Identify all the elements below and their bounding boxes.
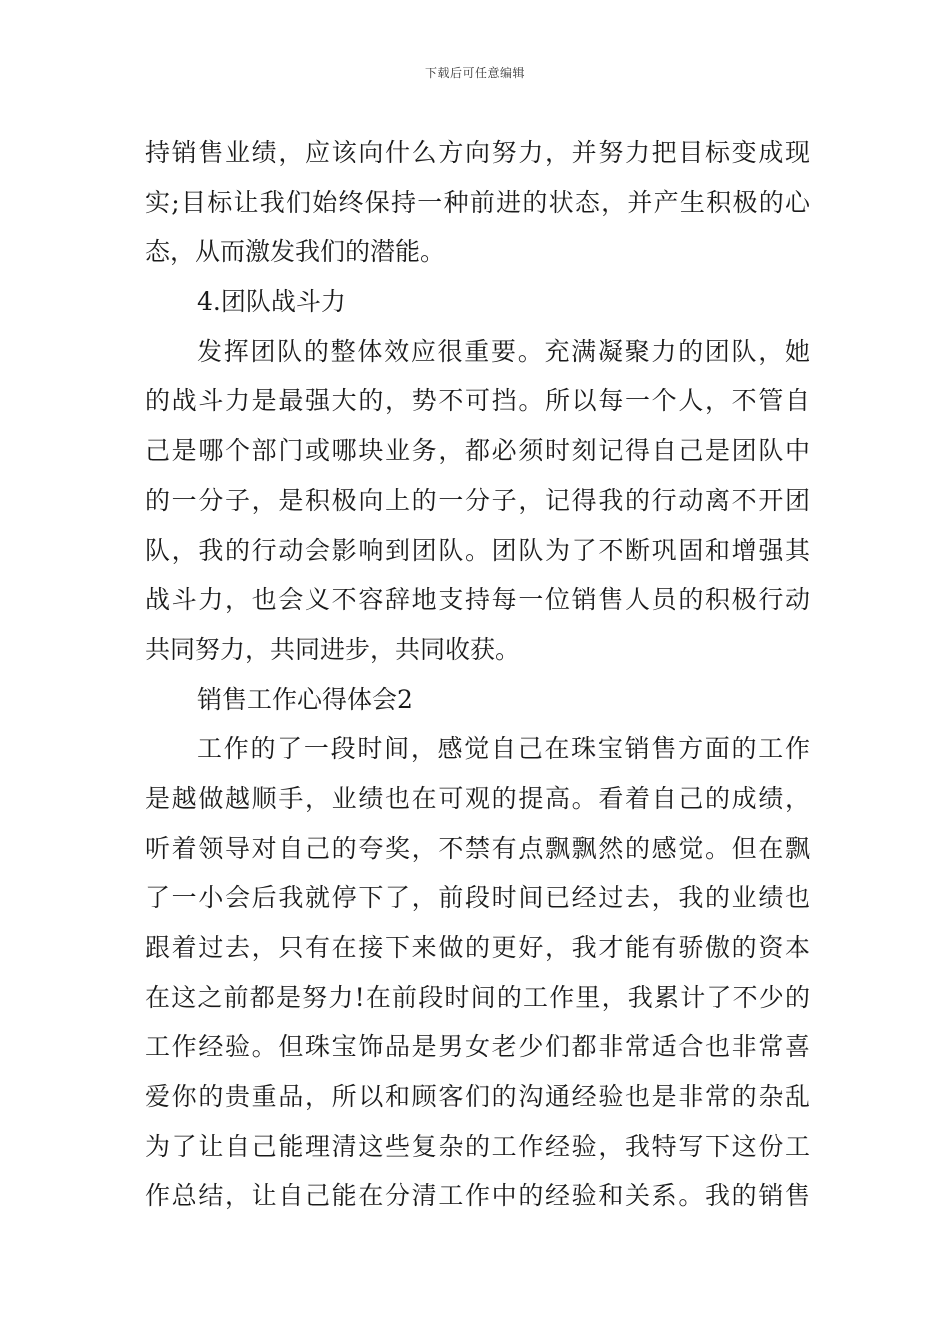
text-line: 为了让自己能理清这些复杂的工作经验，我特写下这份工 bbox=[145, 1131, 810, 1161]
text-line: 跟着过去，只有在接下来做的更好，我才能有骄傲的资本 bbox=[145, 933, 810, 962]
text-line: 己是哪个部门或哪块业务，都必须时刻记得自己是团队中 bbox=[145, 436, 810, 466]
text-line: 队，我的行动会影响到团队。团队为了不断巩固和增强其 bbox=[145, 535, 810, 565]
text-line: 在这之前都是努力!在前段时间的工作里，我累计了不少的 bbox=[145, 982, 810, 1012]
text-line: 了一小会后我就停下了，前段时间已经过去，我的业绩也 bbox=[145, 883, 810, 913]
text-line: 发挥团队的整体效应很重要。充满凝聚力的团队，她 bbox=[197, 336, 810, 366]
section-heading: 4.团队战斗力 bbox=[197, 287, 346, 317]
text-line: 态，从而激发我们的潜能。 bbox=[145, 237, 446, 267]
text-line: 工作的了一段时间，感觉自己在珠宝销售方面的工作 bbox=[197, 734, 810, 764]
text-line: 爱你的贵重品，所以和顾客们的沟通经验也是非常的杂乱 bbox=[145, 1082, 810, 1112]
text-line: 作总结，让自己能在分清工作中的经验和关系。我的销售 bbox=[145, 1181, 810, 1211]
text-line: 的一分子，是积极向上的一分子，记得我的行动离不开团 bbox=[145, 485, 810, 515]
text-line: 是越做越顺手，业绩也在可观的提高。看着自己的成绩， bbox=[145, 783, 810, 813]
text-line: 战斗力，也会义不容辞地支持每一位销售人员的积极行动 bbox=[145, 585, 810, 615]
page-header: 下载后可任意编辑 bbox=[424, 66, 525, 80]
section-heading: 销售工作心得体会2 bbox=[197, 684, 413, 714]
text-line: 共同努力，共同进步，共同收获。 bbox=[145, 634, 521, 664]
text-line: 工作经验。但珠宝饰品是男女老少们都非常适合也非常喜 bbox=[145, 1032, 810, 1062]
text-line: 持销售业绩，应该向什么方向努力，并努力把目标变成现 bbox=[145, 138, 810, 167]
text-line: 听着领导对自己的夸奖，不禁有点飘飘然的感觉。但在飘 bbox=[145, 833, 810, 863]
body-text bbox=[145, 128, 810, 1221]
text-line: 的战斗力是最强大的，势不可挡。所以每一个人，不管自 bbox=[145, 386, 810, 416]
text-line: 实;目标让我们始终保持一种前进的状态，并产生积极的心 bbox=[145, 187, 810, 217]
